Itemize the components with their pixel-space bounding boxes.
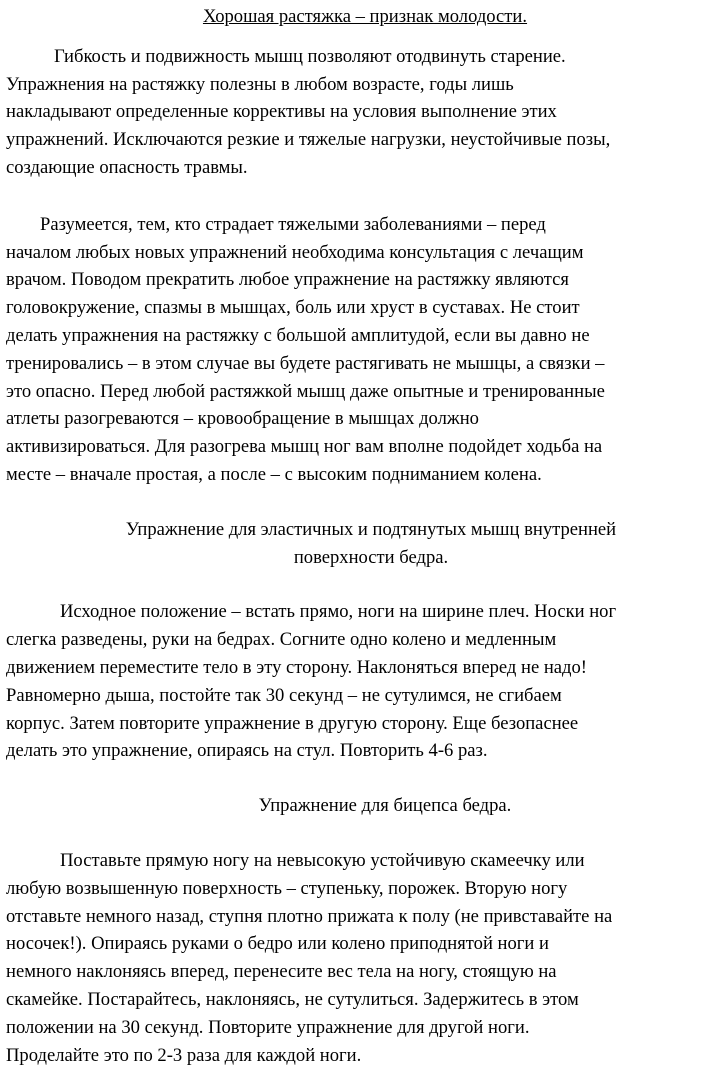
text-line: месте – вначале простая, а после – с высоким подниманием колена. [6,461,696,489]
text-line: Исходное положение – встать прямо, ноги на ширине плеч. Носки ног [6,598,696,626]
paragraph-inner-thigh-exercise [6,598,696,765]
text-line: любую возвышенную поверхность – ступеньку, порожек. Вторую ногу [6,875,696,903]
paragraph-intro [6,43,696,182]
text-line: тренировались – в этом случае вы будете растягивать не мышцы, а связки – [6,350,696,378]
text-line: Проделайте это по 2-3 раза для каждой ноги. [6,1042,696,1069]
text-line: отставьте немного назад, ступня плотно прижата к полу (не привставайте на [6,903,696,931]
text-line: слегка разведены, руки на бедрах. Согните одно колено и медленным [6,626,696,654]
text-line: Гибкость и подвижность мышц позволяют отодвинуть старение. [6,43,696,71]
text-line: делать упражнения на растяжку с большой амплитудой, если вы давно не [6,322,696,350]
text-line: скамейке. Постарайтесь, наклоняясь, не сутулиться. Задержитесь в этом [6,986,696,1014]
text-line: упражнений. Исключаются резкие и тяжелые нагрузки, неустойчивые позы, [6,126,696,154]
document-title: Хорошая растяжка – признак молодости. [6,3,704,31]
text-line: носочек!). Опираясь руками о бедро или колено приподнятой ноги и [6,930,696,958]
text-line: положении на 30 секунд. Повторите упражнение для другой ноги. [6,1014,696,1042]
text-line: Поставьте прямую ногу на невысокую устойчивую скамеечку или [6,847,696,875]
text-line: движением переместите тело в эту сторону. Наклоняться вперед не надо! [6,654,696,682]
heading-line: поверхности бедра. [46,544,696,572]
text-line: корпус. Затем повторите упражнение в другую сторону. Еще безопаснее [6,710,696,738]
text-line: делать это упражнение, опираясь на стул. Повторить 4-6 раз. [6,737,696,765]
text-line: Равномерно дыша, постойте так 30 секунд – не сутулимся, не сгибаем [6,682,696,710]
text-line: началом любых новых упражнений необходима консультация с лечащим [6,239,696,267]
text-line: головокружение, спазмы в мышцах, боль или хруст в суставах. Не стоит [6,294,696,322]
section-heading-hamstring: Упражнение для бицепса бедра. [6,792,704,820]
text-line: Разумеется, тем, кто страдает тяжелыми заболеваниями – перед [6,211,696,239]
text-line: создающие опасность травмы. [6,154,696,182]
text-line: это опасно. Перед любой растяжкой мышц даже опытные и тренированные [6,378,696,406]
text-line: накладывают определенные коррективы на условия выполнение этих [6,98,696,126]
heading-line: Упражнение для эластичных и подтянутых мышц внутренней [46,516,696,544]
text-line: активизироваться. Для разогрева мышц ног вам вполне подойдет ходьба на [6,433,696,461]
paragraph-hamstring-exercise [6,847,696,1069]
text-line: немного наклоняясь вперед, перенесите вес тела на ногу, стоящую на [6,958,696,986]
paragraph-warnings [6,211,696,489]
text-line: врачом. Поводом прекратить любое упражнение на растяжку являются [6,266,696,294]
text-line: атлеты разогреваются – кровообращение в мышцах должно [6,405,696,433]
section-heading-inner-thigh [6,516,696,572]
text-line: Упражнения на растяжку полезны в любом возрасте, годы лишь [6,71,696,99]
